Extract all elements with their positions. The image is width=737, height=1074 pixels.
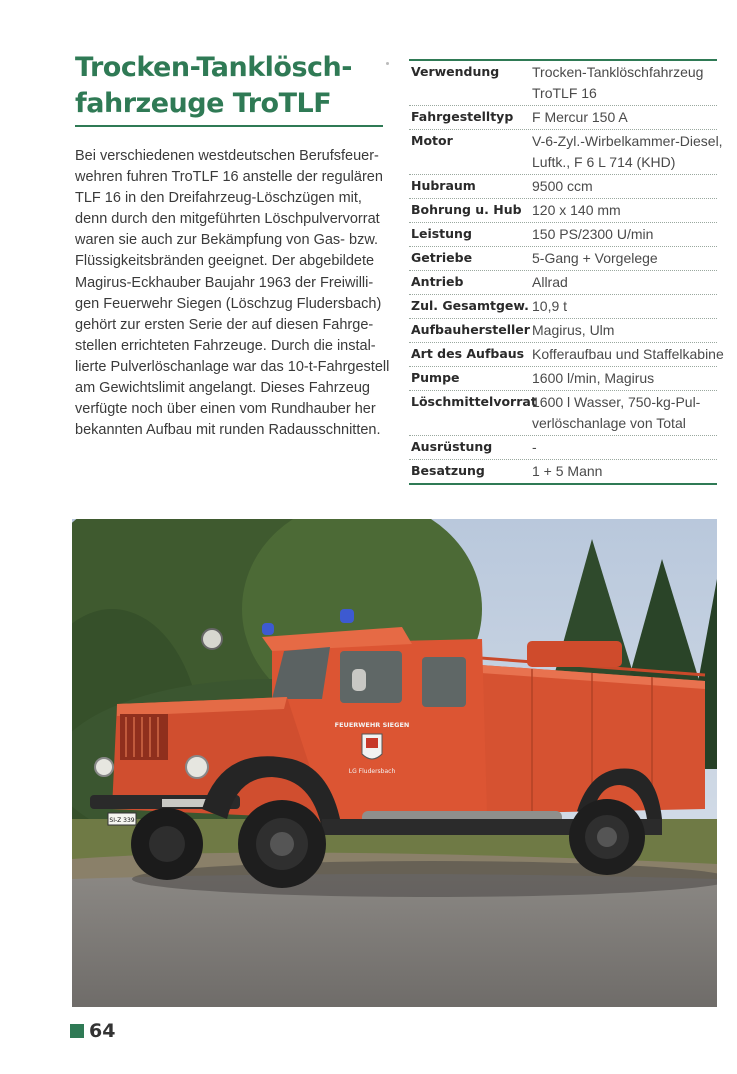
- spec-value: [532, 368, 717, 389]
- body-line: gen Feuerwehr Siegen (Löschzug Fludersbach): [75, 295, 382, 312]
- spec-label: Besatzung: [411, 463, 485, 478]
- spec-value-line: Kofferaufbau und Staffelkabine: [532, 346, 724, 362]
- license-plate-text: SI-Z 339: [109, 817, 135, 824]
- fire-truck-photo: [72, 519, 717, 1007]
- spec-label: Motor: [411, 133, 453, 148]
- spec-value-line: TroTLF 16: [532, 85, 597, 101]
- spec-value: [532, 392, 717, 434]
- page-title: [75, 50, 385, 122]
- spec-label: Getriebe: [411, 250, 473, 265]
- door-emblem: [362, 734, 382, 759]
- spec-row: [409, 175, 717, 199]
- spec-label: Fahrgestelltyp: [411, 109, 514, 124]
- spec-row: [409, 61, 717, 106]
- front-left-wheel: [131, 808, 203, 880]
- spec-row: [409, 343, 724, 367]
- spec-value-line: Luftk., F 6 L 714 (KHD): [532, 154, 676, 170]
- page-marker-square: [70, 1024, 84, 1038]
- body-line: waren sie auch zur Bekämpfung von Gas- bzw.: [75, 232, 379, 249]
- spec-row: [409, 295, 717, 319]
- spec-label: Bohrung u. Hub: [411, 202, 522, 217]
- spec-value: [532, 296, 717, 317]
- spec-row: [409, 223, 717, 247]
- spec-value-line: 5-Gang + Vorgelege: [532, 250, 658, 266]
- spec-value-line: 1600 l/min, Magirus: [532, 370, 655, 386]
- spec-value: [532, 224, 717, 245]
- rear-wheel: [569, 799, 645, 875]
- body-line: bekannten Aufbau mit runden Radausschnitten.: [75, 422, 381, 439]
- spec-row: [409, 199, 717, 223]
- body-line: verfügte noch über einen vom Rundhauber her: [75, 401, 376, 418]
- spec-value-line: V-6-Zyl.-Wirbelkammer-Diesel,: [532, 133, 723, 149]
- spec-value: [532, 272, 717, 293]
- spec-row: [409, 130, 723, 175]
- body-line: lierte Pulverlöschanlage war das 10-t-Fahrgestell: [75, 358, 390, 375]
- spec-value-line: F Mercur 150 A: [532, 109, 628, 125]
- body-paragraph: [75, 146, 390, 441]
- spec-label: Verwendung: [411, 64, 500, 79]
- spec-label: Art des Aufbaus: [411, 346, 525, 361]
- spec-row: [409, 271, 717, 295]
- door-subtext: LG Fludersbach: [348, 768, 396, 775]
- spec-value-line: 1600 l Wasser, 750-kg-Pul-: [532, 394, 701, 410]
- spec-value: [532, 131, 723, 173]
- decorative-dot: [386, 62, 389, 65]
- title-line: Trocken-Tanklösch-: [75, 52, 352, 83]
- title-underline: [75, 125, 383, 127]
- title-line: fahrzeuge TroTLF: [75, 88, 332, 119]
- spec-value: [532, 461, 717, 482]
- spec-value: [532, 320, 717, 341]
- spec-value-line: verlöschanlage von Total: [532, 415, 686, 431]
- spec-label: Aufbauhersteller: [411, 322, 530, 337]
- spec-value-line: 10,9 t: [532, 298, 568, 314]
- spec-label: Leistung: [411, 226, 472, 241]
- spec-table: [409, 59, 724, 485]
- spec-value: [532, 176, 717, 197]
- spec-label: Ausrüstung: [411, 439, 493, 454]
- spec-value: [532, 200, 717, 221]
- spec-value-line: 120 x 140 mm: [532, 202, 621, 218]
- spec-row: [409, 247, 717, 271]
- spec-value-line: Magirus, Ulm: [532, 322, 615, 338]
- body-line: gehört zur ersten Serie der auf diesen Fahrge-: [75, 316, 374, 333]
- spec-label: Hubraum: [411, 178, 476, 193]
- spec-value: [532, 62, 717, 104]
- spec-label: Zul. Gesamtgew.: [411, 298, 529, 313]
- spec-row: [409, 367, 717, 391]
- body-line: Flüssigkeitsbränden geeignet. Der abgebildete: [75, 253, 375, 270]
- front-wheel: [238, 800, 326, 888]
- spec-value-line: 1 + 5 Mann: [532, 463, 603, 479]
- spec-label: Antrieb: [411, 274, 464, 289]
- spec-value: [532, 248, 717, 269]
- spec-row: [409, 319, 717, 343]
- body-line: stellen errichteten Fahrzeuge. Durch die instal-: [75, 337, 376, 354]
- spec-label: Löschmittelvorrat: [411, 394, 537, 409]
- spec-value-line: 150 PS/2300 U/min: [532, 226, 654, 242]
- spec-row: [409, 460, 717, 483]
- spec-row: [409, 106, 717, 130]
- spec-value: [532, 437, 717, 458]
- spec-value-line: Trocken-Tanklöschfahrzeug: [532, 64, 704, 80]
- body-line: Bei verschiedenen westdeutschen Berufsfeuer-: [75, 148, 379, 164]
- spec-value-line: 9500 ccm: [532, 178, 593, 194]
- body-line: TLF 16 in den Dreifahrzeug-Löschzügen mit,: [75, 190, 362, 207]
- spec-value: [532, 107, 717, 128]
- spec-row: [409, 436, 717, 460]
- spec-value: [532, 344, 724, 365]
- spec-label: Pumpe: [411, 370, 460, 385]
- body-line: wehren fuhren TroTLF 16 anstelle der regulären: [75, 169, 383, 186]
- spec-row: [409, 391, 717, 436]
- spec-value-line: -: [532, 439, 537, 455]
- body-line: denn durch den mitgeführten Löschpulvervorrat: [75, 211, 380, 228]
- body-line: am Gewichtslimit angelangt. Dieses Fahrzeug: [75, 380, 370, 397]
- body-line: Magirus-Eckhauber Baujahr 1963 der Freiwilli-: [75, 274, 374, 291]
- spec-value-line: Allrad: [532, 274, 568, 290]
- door-text: FEUERWEHR SIEGEN: [334, 721, 410, 729]
- page-number: 64: [89, 1020, 116, 1042]
